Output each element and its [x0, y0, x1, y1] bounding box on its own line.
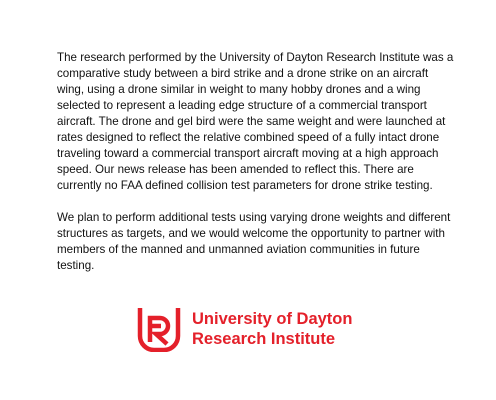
text-line: aircraft. The drone and gel bird were the same weight and were launched at: [57, 115, 446, 128]
text-line: rates designed to reflect the relative combined speed of a fully intact drone: [57, 131, 440, 144]
logo-line-institute: Research Institute: [192, 330, 336, 348]
text-line: selected to represent a leading edge structure of a commercial transport: [57, 99, 427, 112]
udri-logo-mark-icon: [136, 306, 182, 352]
text-line: members of the manned and unmanned aviation communities in future: [57, 243, 420, 256]
text-line: We plan to perform additional tests using varying drone weights and different: [57, 211, 451, 224]
statement-text: [57, 50, 477, 274]
text-line: speed. Our news release has been amended to reflect this. There are: [57, 163, 414, 176]
text-line: structures as targets, and we would welcome the opportunity to partner with: [57, 227, 445, 240]
text-line: testing.: [57, 259, 95, 272]
text-line: wing, using a drone similar in weight to many hobby drones and a wing: [57, 83, 421, 96]
text-line: traveling toward a commercial transport aircraft moving at a high approach: [57, 147, 439, 160]
text-line: The research performed by the University of Dayton Research Institute was a: [57, 51, 454, 64]
statement-paragraph-2: [57, 210, 477, 274]
udri-logo: [136, 306, 352, 352]
text-line: currently no FAA defined collision test parameters for drone strike testing.: [57, 179, 433, 192]
udri-logo-wordmark: [192, 309, 352, 349]
text-line: comparative study between a bird strike and a drone strike on an aircraft: [57, 67, 429, 80]
logo-line-university: University of Dayton: [192, 310, 353, 328]
statement-paragraph-1: [57, 50, 477, 194]
